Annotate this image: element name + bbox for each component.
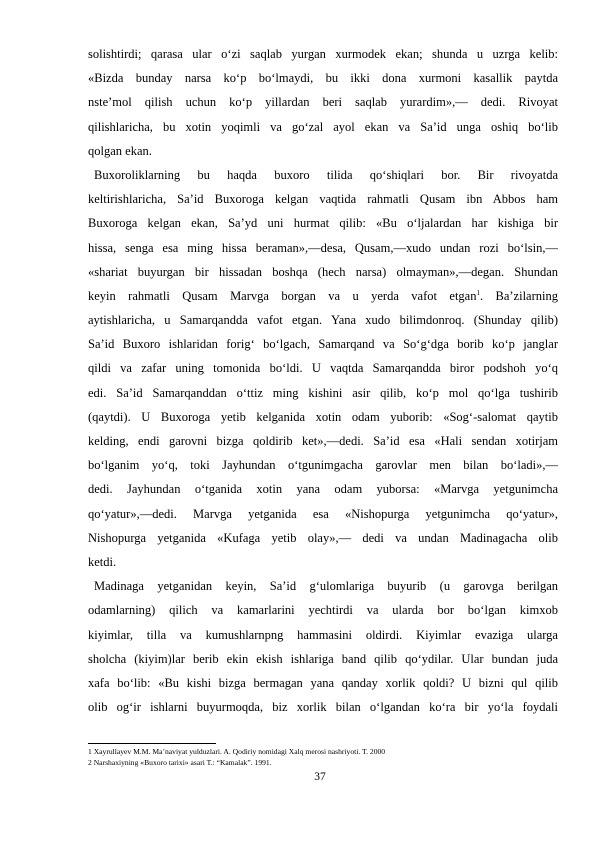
footnote-separator [88,743,216,744]
footnote-2: 2 Narshaxiyning «Buxoro tarixi» asari T.: “Kamalak”. 1991. [88,758,272,767]
text-line: xafa bo‘lib: «Bu kishi bizga bermagan yana qanday xorlik qoldi? U bizni qul qilib [88,675,558,690]
text-line: keltirishlaricha, Sa’id Buxoroga kelgan vaqtida rahmatli Qusam ibn Abbos ham [88,192,558,207]
text-line: kelding, endi garovni bizga qoldirib ket»,—dedi. Sa’id esa «Hali sendan xotirjam [88,434,558,448]
text-line: ketdi. [88,554,117,569]
text-line: qildi va zafar uning tomonida bo‘ldi. U vaqtda Samarqandda biror podshoh yo‘q [88,361,558,376]
text-line: solishtirdi; qarasa ular o‘zi saqlab yurgan xurmodek ekan; shunda u uzrga kelib: [88,47,558,61]
text-line: kiyimlar, tilla va kumushlarnpng hammasini oldirdi. Kiyimlar evaziga ularga [88,627,558,642]
text-line: «shariat buyurgan bir hissadan boshqa (hech narsa) olmayman»,—degan. Shundan [88,264,558,279]
footnotes [88,746,558,768]
text-line: sholcha (kiyim)lar berib ekin ekish ishlariga band qilib qo‘ydilar. Ular bundan juda [88,651,558,666]
text-line: «Bizda bunday narsa ko‘p bo‘lmaydi, bu ikki dona xurmoni kasallik paytda [88,71,558,86]
text-line: Nishopurga yetganida «Kufaga yetib olay»,— dedi va undan Madinagacha olib [88,530,558,545]
text-line: Buxoroga kelgan ekan, Sa’yd uni hurmat qilib: «Bu o‘ljalardan har kishiga bir [88,216,558,231]
page-number: 37 [314,771,326,783]
text-line-tail: . Ba’zilarning [479,288,558,303]
footnote-1: 1 Xayrullayev M.M. Ma’naviyat yulduzlari. A. Qodiriy nomidagi Xalq merosi nashriyoti. T. 2000 [88,747,386,756]
text-line: aytishlaricha, u Samarqandda vafot etgan. Yana xudo bilimdonroq. (Shunday qilib) [88,313,558,328]
text-line: olib og‘ir ishlarni buyurmoqda, biz xorlik bilan o‘lgandan ko‘ra bir yo‘la foydali [88,700,558,715]
text-line: (qaytdi). U Buxoroga yetib kelganida xotin odam yuborib: «Sog‘-salomat qaytib [88,409,558,424]
text-line: Sa’id Buxoro ishlaridan forig‘ bo‘lgach, Samarqand va So‘g‘dga borib ko‘p janglar [88,337,558,352]
text-line: hissa, senga esa ming hissa beraman»,—desa, Qusam,—xudo undan rozi bo‘lsin,— [88,240,558,255]
text-line-head: keyin rahmatli Qusam Marvga borgan va u yerda vafot etgan [88,288,477,303]
text-line: edi. Sa’id Samarqanddan o‘ttiz ming kishini asir qilib, ko‘p mol qo‘lga tushirib [88,385,558,400]
text-line-with-footnote [88,284,558,308]
text-line: qolgan ekan. [88,143,152,158]
text-line: bo‘lganim yo‘q, toki Jayhundan o‘tgunimgacha garovlar men bilan bo‘ladi»,— [88,458,558,473]
body-text [88,42,558,719]
text-line: nste’mol qilish uchun ko‘p yillardan beri saqlab yurardim»,— dedi. Rivoyat [88,95,558,110]
text-line: qilishlaricha, bu xotin yoqimli va go‘zal ayol ekan va Sa’id unga oshiq bo‘lib [88,119,558,134]
text-line: qo‘yatur»,—dedi. Marvga yetganida esa «Nishopurga yetgunimcha qo‘yatur», [88,506,558,521]
footnote-marker: 1 [476,288,480,297]
text-line: Buxoroliklarning bu haqda buxoro tilida qo‘shiqlari bor. Bir rivoyatda [94,167,558,182]
text-line: dedi. Jayhundan o‘tganida xotin yana odam yuborsa: «Marvga yetgunimcha [88,482,558,497]
text-line: Madinaga yetganidan keyin, Sa’id g‘ulomlariga buyurib (u garovga berilgan [94,579,558,594]
text-line: odamlarning) qilich va kamarlarini yechtirdi va ularda bor bo‘lgan kimxob [88,603,558,618]
